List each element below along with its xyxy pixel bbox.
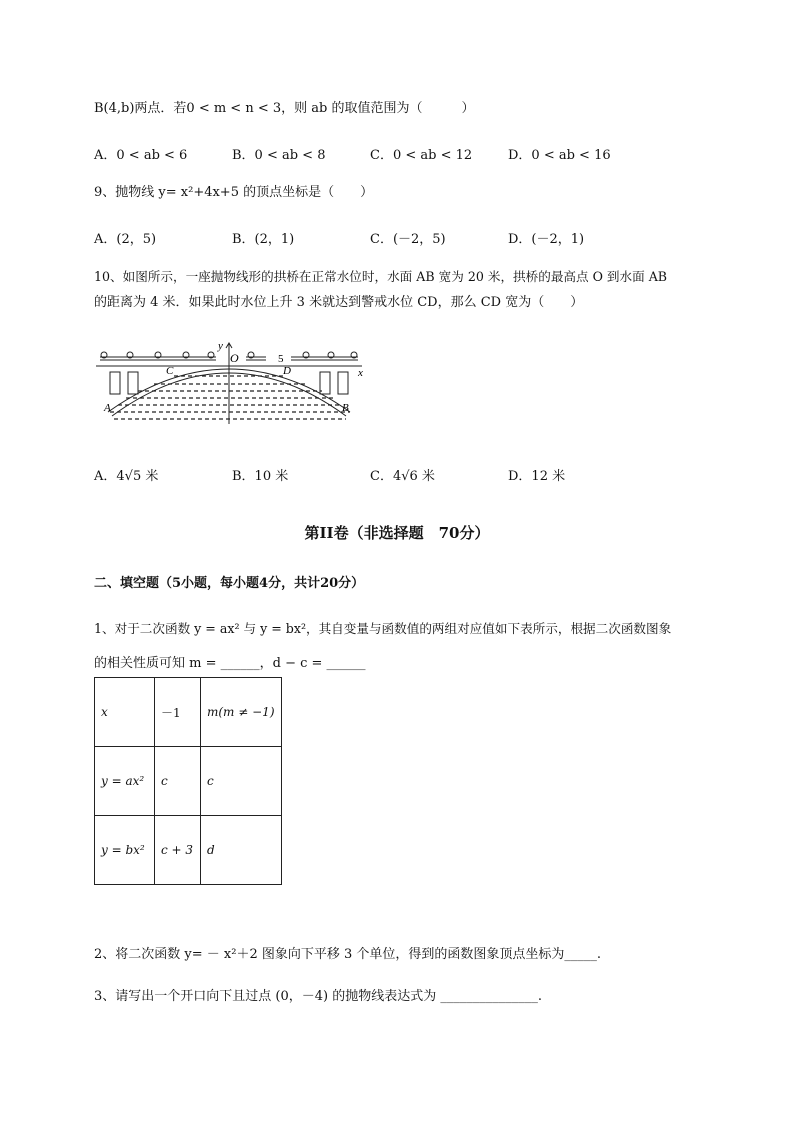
label-d: D xyxy=(283,365,291,377)
q10-option-b: B．10 米 xyxy=(232,469,289,484)
part2-heading: 第II卷（非选择题 70分） xyxy=(304,524,490,542)
bridge-figure xyxy=(96,340,376,425)
q9-option-c: C．(－2，5) xyxy=(370,232,446,247)
fill2-text: 2、将二次函数 y= － x²＋2 图象向下平移 3 个单位，得到的函数图象顶点坐标为_____. xyxy=(94,947,602,962)
q9-option-b: B．(2，1) xyxy=(232,232,295,247)
table-cell: c xyxy=(155,747,201,816)
q10-option-a: A．4√5 米 xyxy=(94,469,159,484)
q8-option-d: D．0 < ab < 16 xyxy=(508,148,611,163)
table-cell: d xyxy=(201,816,282,885)
label-o: O xyxy=(230,351,239,365)
table-cell: －1 xyxy=(155,678,201,747)
q8-stem: B(4,b)两点．若0 < m < n < 3，则 ab 的取值范围为（ ） xyxy=(94,101,475,116)
fill3-text: 3、请写出一个开口向下且过点 (0，－4) 的抛物线表达式为 _______________. xyxy=(94,989,542,1004)
section-title: 二、填空题（5小题，每小题4分，共计20分） xyxy=(94,576,365,591)
label-x: x xyxy=(358,367,363,379)
label-c: C xyxy=(166,365,174,377)
label-a: A xyxy=(104,402,111,414)
label-five: 5 xyxy=(278,353,284,365)
q10-option-d: D．12 米 xyxy=(508,469,566,484)
q8-option-b: B．0 < ab < 8 xyxy=(232,148,326,163)
q10-stem-line2: 的距离为 4 米．如果此时水位上升 3 米就达到警戒水位 CD，那么 CD 宽为（ ） xyxy=(94,295,584,310)
label-y: y xyxy=(218,340,223,352)
label-b: B xyxy=(342,402,349,414)
table-cell: m(m ≠ −1) xyxy=(201,678,282,747)
table-cell: c xyxy=(201,747,282,816)
table-row xyxy=(95,678,282,747)
q10-stem-line1: 10、如图所示，一座抛物线形的拱桥在正常水位时，水面 AB 宽为 20 米，拱桥的最高点 O 到水面 AB xyxy=(94,269,668,284)
q8-option-c: C．0 < ab < 12 xyxy=(370,148,473,163)
q9-option-d: D．(－2，1) xyxy=(508,232,585,247)
q9-stem: 9、抛物线 y= x²+4x+5 的顶点坐标是（ ） xyxy=(94,185,374,200)
q10-option-c: C．4√6 米 xyxy=(370,469,435,484)
fill1-line1: 1、对于二次函数 y = ax² 与 y = bx²，其自变量与函数值的两组对应值如下表所示，根据二次函数图象 xyxy=(94,621,672,636)
table-row xyxy=(95,747,282,816)
q9-option-a: A．(2，5) xyxy=(94,232,157,247)
table-cell: y = ax² xyxy=(95,747,155,816)
value-table xyxy=(94,677,282,885)
fill1-line2: 的相关性质可知 m = ______，d − c = ______ xyxy=(94,656,366,671)
q8-option-a: A．0 < ab < 6 xyxy=(94,148,188,163)
table-cell: c + 3 xyxy=(155,816,201,885)
table-row xyxy=(95,816,282,885)
table-cell: x xyxy=(95,678,155,747)
table-cell: y = bx² xyxy=(95,816,155,885)
